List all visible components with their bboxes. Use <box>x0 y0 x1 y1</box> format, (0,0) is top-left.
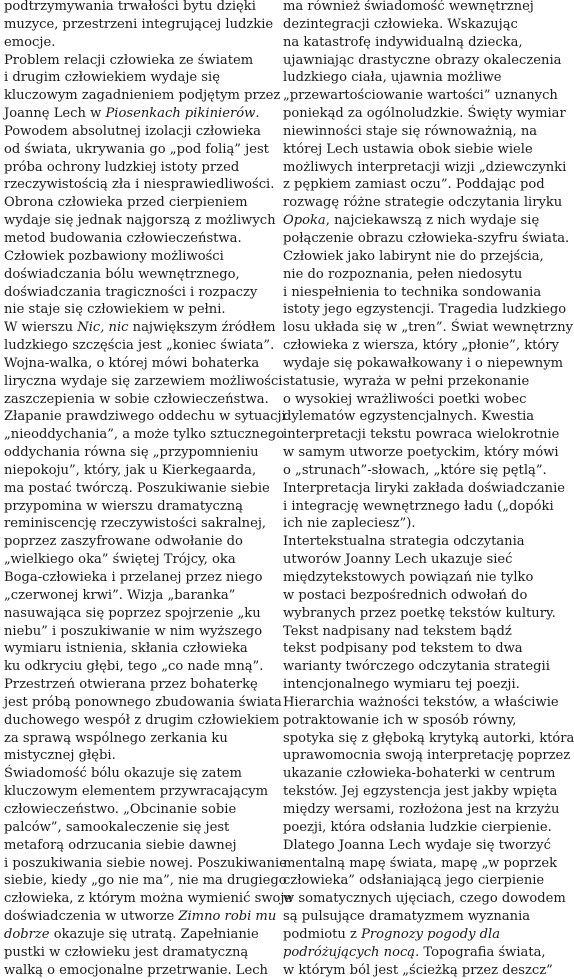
text-line: rozwagę różne strategie odczytania liryku <box>283 195 563 211</box>
text-line: i niespełnienia to technika sondowania <box>283 284 542 300</box>
text-line: dobrze okazuje się utratą. Zapełnianie <box>4 926 259 942</box>
text-line: podmiotu z Prognozy pogody dla <box>283 926 501 942</box>
text-line: wydaje się pokawałkowany i o niepewnym <box>283 355 564 371</box>
text-line: podróżujących nocą. Topografia świata, <box>283 944 546 960</box>
text-line: ujawniając drastyczne obrazy okaleczenia <box>283 52 562 68</box>
text-line: metod budowania człowieczeństwa. <box>4 230 242 246</box>
text-line: o wysokiej wrażliwości poetki wobec <box>283 391 527 407</box>
text-line: Joannę Lech w Piosenkach pikinierów. <box>4 106 260 122</box>
italic-title: dobrze <box>4 926 50 942</box>
italic-title: podróżujących nocą <box>283 944 416 960</box>
text-line: potraktowanie ich w sposób równy, <box>283 712 517 728</box>
text-line: w postaci bezpośrednich odwołań do <box>283 587 528 603</box>
text-line: warianty twórczego odczytania strategii <box>283 659 550 675</box>
text-line: za sprawą wspólnego zerkania ku <box>4 730 228 746</box>
text-line: Przestrzeń otwierana przez bohaterkę <box>4 677 258 693</box>
text-line: wydaje się jednak najgorszą z możliwych <box>4 213 276 229</box>
text-line: Obrona człowieka przed cierpieniem <box>4 195 248 211</box>
text-line: „przewartościowanie wartości” uznanych <box>283 88 558 104</box>
text-line: walką o emocjonalne przetrwanie. Lech <box>4 962 268 978</box>
text-line: reminiscencję rzeczywistości sakralnej, <box>4 516 267 532</box>
text-line: uprawomocnia swoją interpretację poprzez <box>283 748 571 764</box>
text-line: pustki w człowieku jest dramatyczną <box>4 944 249 960</box>
text-line: liryczna wydaje się zarzewiem możliwości <box>4 373 283 389</box>
text-line: Złapanie prawdziwego oddechu w sytuacji <box>4 409 286 425</box>
text-line: dezintegracji człowieka. Wskazując <box>283 16 518 32</box>
text-line: mistycznej głębi. <box>4 748 116 764</box>
text-line: oddychania równa się „przypomnieniu <box>4 445 259 461</box>
text-line: poprzez zaszyfrowane odwołanie do <box>4 534 243 550</box>
text-line: Świadomość bólu okazuje się zatem <box>4 766 242 782</box>
text-line: Hierarchia ważności tekstów, a właściwie <box>283 694 559 710</box>
text-line: której Lech ustawia obok siebie wiele <box>283 141 533 157</box>
text-line: losu układa się w „tren”. Świat wewnętrzny <box>283 320 574 336</box>
italic-title: Nic, nic <box>77 320 129 336</box>
text-line: ukazanie człowieka-bohaterki w centrum <box>283 766 556 782</box>
text-line: Dlatego Joanna Lech wydaje się tworzyć <box>283 837 551 853</box>
text-line: emocje. <box>4 34 56 50</box>
text-line: statusie, wyraża w pełni przekonanie <box>283 373 530 389</box>
text-line: człowieka” odsłaniającą jego cierpienie <box>283 873 545 889</box>
text-line: intencjonalnego wymiaru tej poezji. <box>283 677 520 693</box>
text-line: z pępkiem zamiast oczu”. Poddając pod <box>283 177 545 193</box>
text-line: ma postać twórczą. Poszukiwanie siebie <box>4 480 270 496</box>
text-line: muzyce, przestrzeni integrującej ludzkie <box>4 16 274 32</box>
text-line: jest próbą ponownego zbudowania świata <box>4 694 282 710</box>
text-line: człowieczeństwo. „Obcinanie sobie <box>4 801 237 817</box>
text-line: między wersami, rozłożona jest na krzyżu <box>283 801 560 817</box>
text-line: „czerwonej krwi”. Wizja „baranka” <box>4 587 236 603</box>
text-line: Wojna-walka, o której mówi bohaterka <box>4 355 260 371</box>
text-line: interpretacji tekstu powraca wielokrotnie <box>283 427 560 443</box>
text-line: od świata, ukrywania go „pod folią” jest <box>4 141 269 157</box>
italic-title: Piosenkach pikinierów <box>105 106 256 122</box>
text-line: poezji, która odsłania ludzkie cierpienie. <box>283 819 552 835</box>
text-line: człowieka, z którym można wymienić swoje <box>4 891 293 907</box>
text-line: na katastrofę indywidualną dziecka, <box>283 34 523 50</box>
text-line: Problem relacji człowieka ze światem <box>4 52 254 68</box>
text-line: Powodem absolutnej izolacji człowieka <box>4 123 261 139</box>
text-line: Interpretacja liryki zakłada doświadczanie <box>283 480 566 496</box>
text-line: kluczowym elementem przywracającym <box>4 784 269 800</box>
text-line: wybranych przez poetkę tekstów kultury. <box>283 605 556 621</box>
text-line: istoty jego egzystencji. Tragedia ludzkiego <box>283 302 567 318</box>
text-line: spotyka się z głęboką krytyką autorki, która <box>283 730 574 746</box>
text-line: doświadczenia w utworze Zimno robi mu <box>4 909 277 925</box>
text-line: niewinności staje się równoważnią, na <box>283 123 538 139</box>
text-line: możliwych interpretacji wizji „dziewczynki <box>283 159 567 175</box>
text-line: ludzkiego ciała, ujawnia możliwe <box>283 70 502 86</box>
text-line: nie do rozpoznania, pełen niedosytu <box>283 266 523 282</box>
text-line: zaszczepienia w sobie człowieczeństwa. <box>4 391 269 407</box>
text-line: niebu” i poszukiwanie w nim wyższego <box>4 623 263 639</box>
text-line: Opoka, najciekawszą z nich wydaje się <box>283 213 540 229</box>
text-line: doświadczania tragiczności i rozpaczy <box>4 284 258 300</box>
text-line: rzeczywistością zła i niesprawiedliwości. <box>4 177 275 193</box>
text-line: dylematów egzystencjalnych. Kwestia <box>283 409 535 425</box>
text-line: Boga-człowieka i przelanej przez niego <box>4 570 263 585</box>
text-line: o „strunach”-słowach, „które się pętlą”. <box>283 462 547 478</box>
text-line: człowieka z wiersza, który „płonie”, który <box>283 338 559 354</box>
text-line: palców”, samookaleczenie się jest <box>4 819 230 835</box>
text-line: ludzkiego szczęścia jest „koniec świata”. <box>4 338 275 354</box>
text-line: tekstów. Jej egzystencja jest jakby wpięta <box>283 784 558 800</box>
text-line: podtrzymywania trwałości bytu dzięki <box>4 0 256 14</box>
italic-title: Prognozy pogody dla <box>361 926 501 942</box>
text-line: kluczowym zagadnieniem podjętym przez <box>4 88 281 104</box>
text-line: ku odkryciu głębi, tego „co nade mną”. <box>4 659 264 675</box>
text-line: i integrację wewnętrznego ładu („dopóki <box>283 498 554 514</box>
italic-title: Opoka <box>283 213 326 229</box>
text-line: Człowiek jako labirynt nie do przejścia, <box>283 248 544 264</box>
text-line: są pulsujące dramatyzmem wyznania <box>283 909 531 925</box>
text-line: metaforą odrzucania siebie dawnej <box>4 837 237 853</box>
text-line: duchowego wespół z drugim człowiekiem <box>4 712 280 728</box>
text-line: siebie, kiedy „go nie ma”, nie ma drugiego <box>4 873 287 889</box>
text-line: przypomina w wierszu dramatyczną <box>4 498 243 514</box>
text-column-right <box>283 0 574 979</box>
text-line: próba ochrony ludzkiej istoty przed <box>4 159 240 175</box>
text-line: mentalną mapę świata, mapę „w poprzek <box>283 855 558 871</box>
text-line: doświadczania bólu wewnętrznego, <box>4 266 240 282</box>
text-line: niepokoju”, który, jak u Kierkegaarda, <box>4 462 257 478</box>
text-line: „wielkiego oka” świętej Trójcy, oka <box>4 552 236 568</box>
text-line: poniekąd za ogólnoludzkie. Święty wymiar <box>283 106 566 122</box>
text-line: W wierszu Nic, nic największym źródłem <box>4 320 276 336</box>
text-line: Tekst nadpisany nad tekstem bądź <box>283 623 512 639</box>
text-line: w którym ból jest „ścieżką przez deszcz” <box>283 962 553 978</box>
text-line: tekst podpisany pod tekstem to dwa <box>283 641 523 657</box>
text-line: „nieoddychania”, a może tylko sztucznego <box>4 427 285 443</box>
text-line: i poszukiwania siebie nowej. Poszukiwanie <box>4 855 287 871</box>
text-line: ich nie zapleciesz”). <box>283 516 416 532</box>
text-line: w samym utworze poetyckim, który mówi <box>283 445 559 461</box>
text-line: międzytekstowych powiązań nie tylko <box>283 570 534 585</box>
text-line: wymiaru istnienia, skłania człowieka <box>4 641 248 657</box>
text-column-left <box>4 0 293 979</box>
text-line: w somatycznych ujęciach, czego dowodem <box>283 891 566 907</box>
italic-title: Zimno robi mu <box>178 909 277 925</box>
text-line: Człowiek pozbawiony możliwości <box>4 248 224 264</box>
text-line: Intertekstualna strategia odczytania <box>283 534 525 550</box>
text-line: utworów Joanny Lech ukazuje sieć <box>283 552 513 568</box>
text-line: nie staje się człowiekiem w pełni. <box>4 302 226 318</box>
text-line: nasuwająca się poprzez spojrzenie „ku <box>4 605 261 621</box>
text-line: ma również świadomość wewnętrznej <box>283 0 534 14</box>
text-line: i drugim człowiekiem wydaje się <box>4 70 220 86</box>
text-line: połączenie obrazu człowieka-szyfru świata. <box>283 230 570 246</box>
